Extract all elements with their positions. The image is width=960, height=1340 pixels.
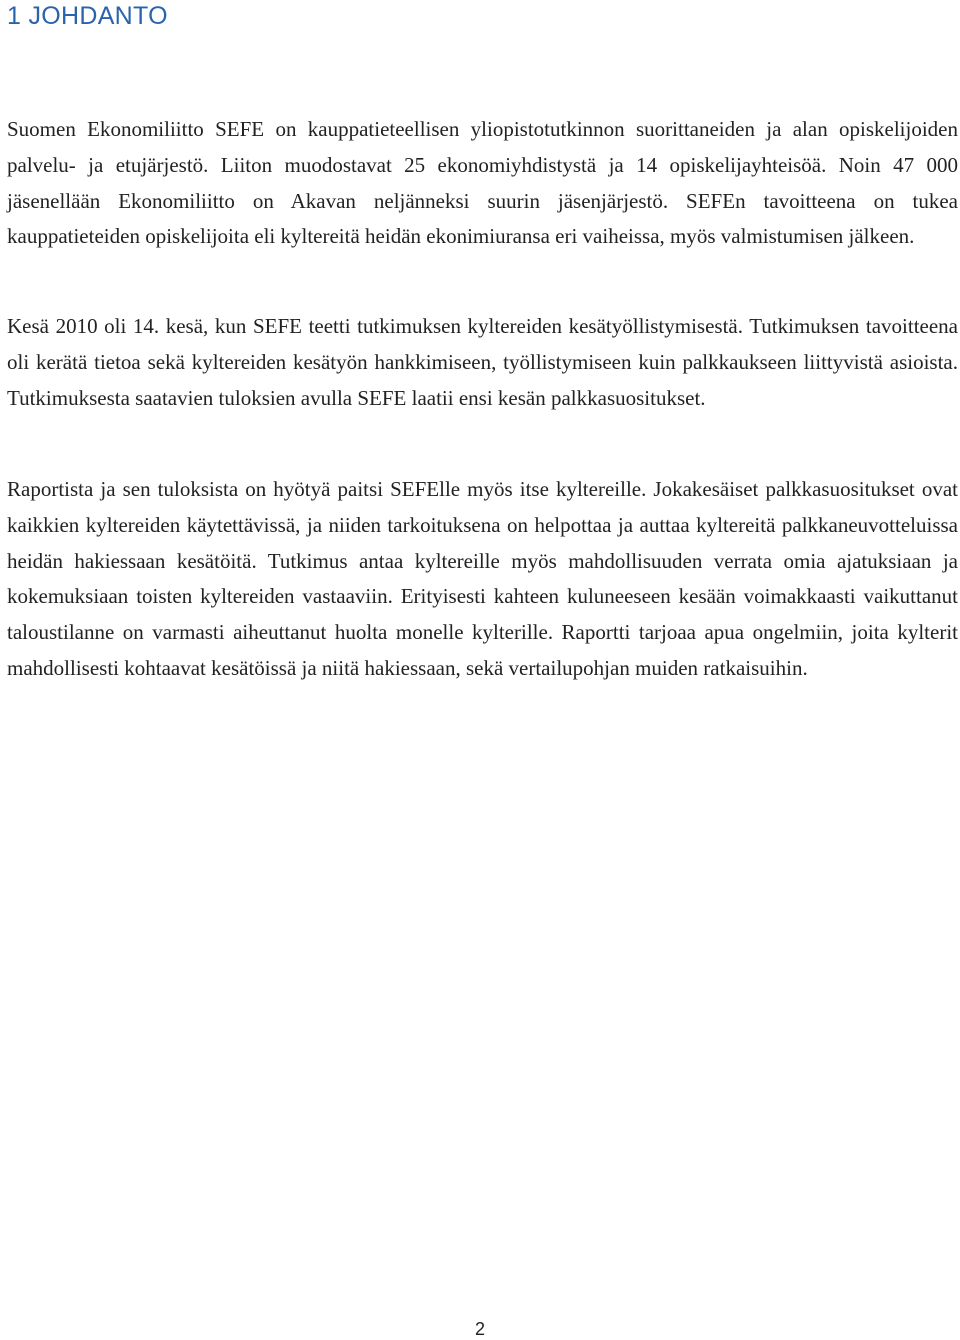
paragraph-benefits: Raportista ja sen tuloksista on hyötyä paitsi SEFElle myös itse kyltereille. Jokakesäiset palkkasuositukset ovat kaikkien kyltereiden käytettävissä, ja niiden tarkoituksena on helpottaa ja auttaa kyltereitä palkkaneuvotteluissa heidän hakiessaan kesätöitä. Tutkimus antaa kyltereille myös mahdollisuuden verrata omia ajatuksiaan ja kokemuksiaan toisten kyltereiden vastaaviin. Erityisesti kahteen kuluneeseen kesään voimakkaasti vaikuttanut taloustilanne on varmasti aiheuttanut huolta monelle kylterille. Raportti tarjoaa apua ongelmiin, joita kylterit mahdollisesti kohtaavat kesätöissä ja niitä hakiessaan, sekä vertailupohjan muiden ratkaisuihin. xyxy=(7,477,958,680)
paragraph-intro: Suomen Ekonomiliitto SEFE on kauppatieteellisen yliopistotutkinnon suorittaneiden ja alan opiskelijoiden palvelu- ja etujärjestö. Liiton muodostavat 25 ekonomiyhdistystä ja 14 opiskelijayhteisöä. Noin 47 000 jäsenellään Ekonomiliitto on Akavan neljänneksi suurin jäsenjärjestö. SEFEn tavoitteena on tukea kauppatieteiden opiskelijoita eli kyltereitä heidän ekonimiuransa eri vaiheissa, myös valmistumisen jälkeen. xyxy=(7,117,958,249)
section-heading: 1 JOHDANTO xyxy=(7,2,168,30)
paragraph-survey: Kesä 2010 oli 14. kesä, kun SEFE teetti tutkimuksen kyltereiden kesätyöllistymisestä. Tutkimuksen tavoitteena oli kerätä tietoa sekä kyltereiden kesätyön hankkimiseen, työllistymiseen kuin palkkaukseen liittyvistä asioista. Tutkimuksesta saatavien tuloksien avulla SEFE laatii ensi kesän palkkasuositukset. xyxy=(7,314,958,410)
page-number: 2 xyxy=(474,1319,485,1339)
